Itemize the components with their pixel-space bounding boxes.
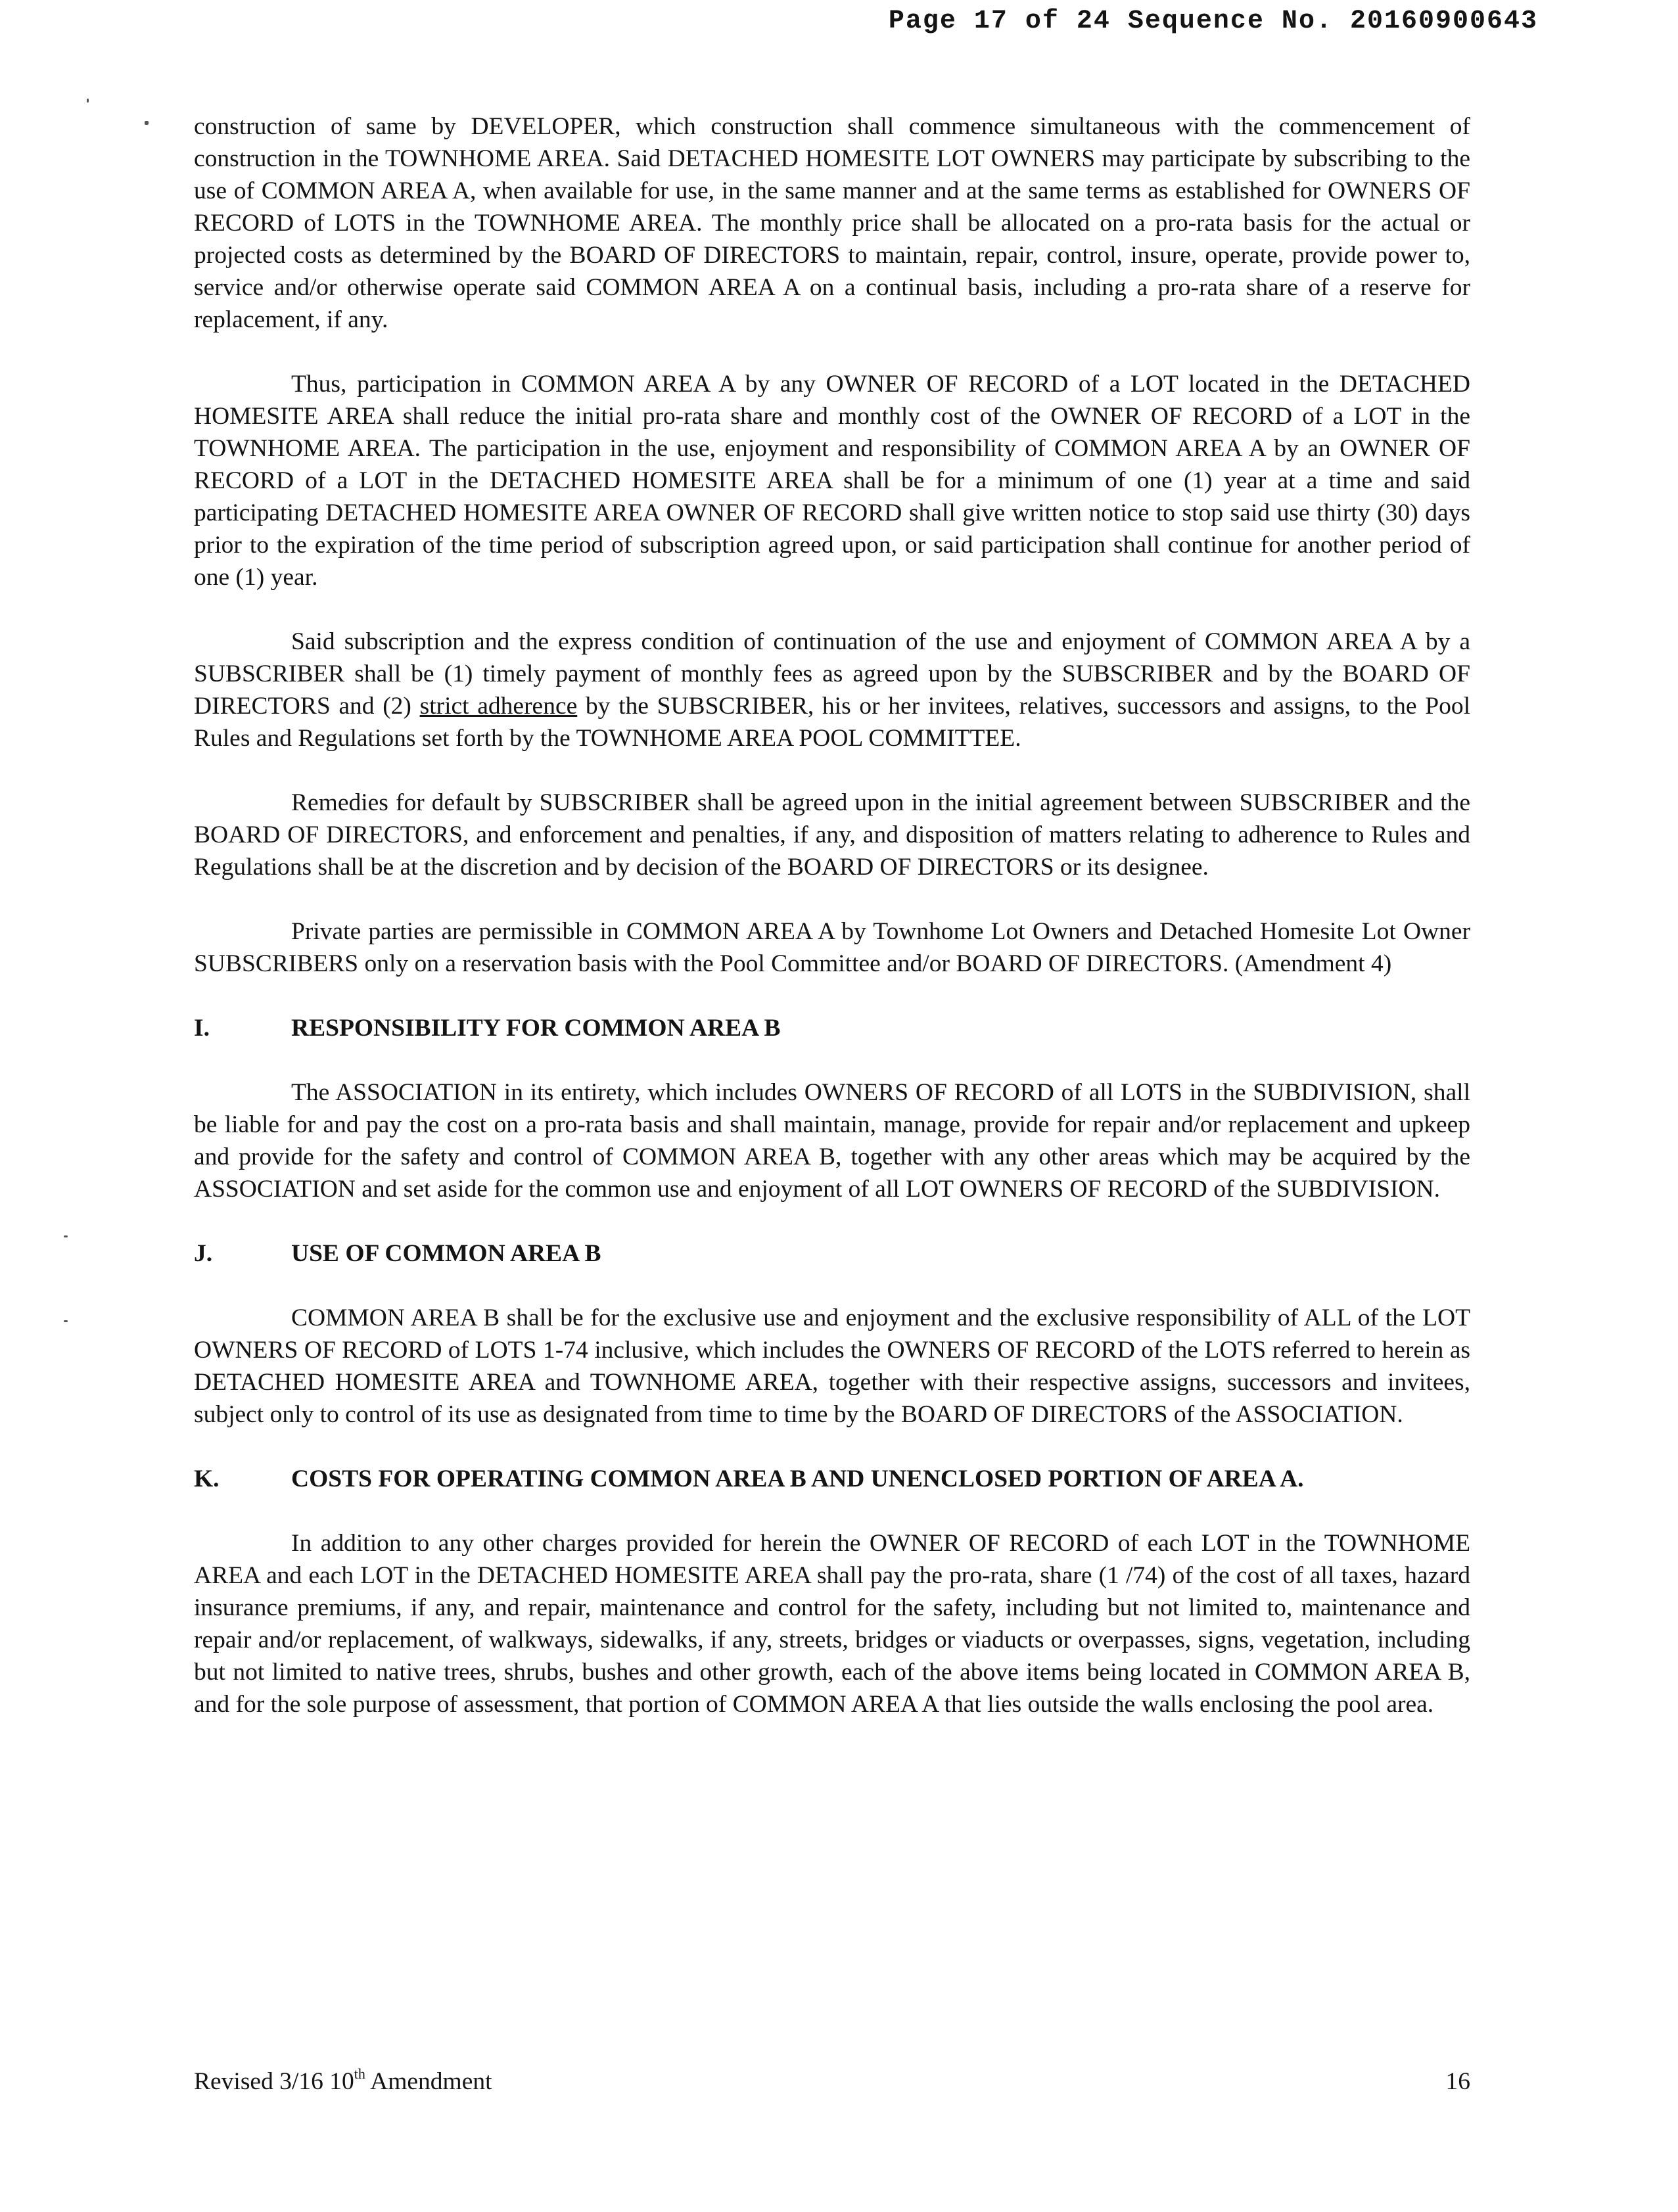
paragraph-participation: Thus, participation in COMMON AREA A by any OWNER OF RECORD of a LOT located in the DETACHED HOMESITE AREA shall reduce the initial pro-rata share and monthly cost of the OWNER OF RECORD of a LOT in the TOWNHOME AREA. The participation in the use, enjoyment and responsibility of COMMON AREA A by an OWNER OF RECORD of a LOT in the DETACHED HOMESITE AREA shall be for a minimum of one (1) year at a time and said participating DETACHED HOMESITE AREA OWNER OF RECORD shall give written notice to stop said use thirty (30) days prior to the expiration of the time period of subscription agreed upon, or said participation shall continue for another period of one (1) year. [194, 371, 1470, 591]
document-body [194, 110, 1470, 1753]
footer-amendment-text: Amendment [365, 2068, 492, 2095]
section-title: COSTS FOR OPERATING COMMON AREA B AND UNENCLOSED PORTION OF AREA A. [291, 1465, 1304, 1492]
footer-revision [194, 2067, 492, 2096]
scan-speck [145, 121, 149, 125]
scan-speck [64, 1320, 68, 1322]
paragraph-operating-costs: In addition to any other charges provided for herein the OWNER OF RECORD of each LOT in the TOWNHOME AREA and each LOT in the DETACHED HOMESITE AREA shall pay the pro-rata, share (1 /74) of the cost of all taxes, hazard insurance premiums, if any, and repair, maintenance and control for the safety, including but not limited to, maintenance and repair and/or replacement, of walkways, sidewalks, if any, streets, bridges or viaducts or overpasses, signs, vegetation, including but not limited to native trees, shrubs, bushes and other growth, each of the above items being located in COMMON AREA B, and for the sole purpose of assessment, that portion of COMMON AREA A that lies outside the walls enclosing the pool area. [194, 1530, 1470, 1718]
section-heading-j [194, 1237, 1470, 1270]
scan-speck [87, 99, 89, 103]
paragraph-association-responsibility: The ASSOCIATION in its entirety, which includes OWNERS OF RECORD of all LOTS in the SUBDIVISION, shall be liable for and pay the cost on a pro-rata basis and shall maintain, manage, provide for repair and/or replacement and upkeep and provide for the safety and control of COMMON AREA B, together with any other areas which may be acquired by the ASSOCIATION and set aside for the common use and enjoyment of all LOT OWNERS OF RECORD of the SUBDIVISION. [194, 1079, 1470, 1203]
section-title: USE OF COMMON AREA B [291, 1240, 601, 1267]
paragraph-subscription-conditions [194, 626, 1470, 754]
section-letter: I. [194, 1015, 210, 1042]
paragraph-text: Said subscription and the express condition of continuation of the use and enjoyment of COMMON AREA A by a SUBSCRIBER shall be (1) timely payment of monthly fees as agreed upon by the SUBSCRIBER and by the BOARD OF DIRECTORS and (2) [194, 628, 1470, 720]
paragraph-remedies: Remedies for default by SUBSCRIBER shall be agreed upon in the initial agreement between SUBSCRIBER and the BOARD OF DIRECTORS, and enforcement and penalties, if any, and disposition of matters relating to adherence to Rules and Regulations shall be at the discretion and by decision of the BOARD OF DIRECTORS or its designee. [194, 789, 1470, 881]
paragraph-use-of-common-area-b: COMMON AREA B shall be for the exclusive use and enjoyment and the exclusive responsibility of ALL of the LOT OWNERS OF RECORD of LOTS 1-74 inclusive, which includes the OWNERS OF RECORD of the LOTS referred to herein as DETACHED HOMESITE AREA and TOWNHOME AREA, together with their respective assigns, successors and invitees, subject only to control of its use as designated from time to time by the BOARD OF DIRECTORS of the ASSOCIATION. [194, 1304, 1470, 1428]
section-heading-k [194, 1463, 1470, 1495]
scan-speck [64, 1235, 68, 1237]
section-letter: K. [194, 1465, 220, 1492]
section-heading-i [194, 1012, 1470, 1044]
footer-superscript: th [354, 2065, 365, 2082]
page-number: 16 [1445, 2068, 1470, 2095]
paragraph-private-parties: Private parties are permissible in COMMON AREA A by Townhome Lot Owners and Detached Homesite Lot Owner SUBSCRIBERS only on a reservation basis with the Pool Committee and/or BOARD OF DIRECTORS. (Amendment 4) [194, 918, 1470, 977]
page-sequence-header: Page 17 of 24 Sequence No. 20160900643 [888, 7, 1538, 36]
paragraph-common-area-a-subscription: construction of same by DEVELOPER, which construction shall commence simultaneous with the commencement of construction in the TOWNHOME AREA. Said DETACHED HOMESITE LOT OWNERS may participate by subscribing to the use of COMMON AREA A, when available for use, in the same manner and at the same terms as established for OWNERS OF RECORD of LOTS in the TOWNHOME AREA. The monthly price shall be allocated on a pro-rata basis for the actual or projected costs as determined by the BOARD OF DIRECTORS to maintain, repair, control, insure, operate, provide power to, service and/or otherwise operate said COMMON AREA A on a continual basis, including a pro-rata share of a reserve for replacement, if any. [194, 113, 1470, 333]
footer-revised-text: Revised 3/16 10 [194, 2068, 354, 2095]
section-letter: J. [194, 1240, 213, 1267]
underlined-text: strict adherence [419, 693, 578, 720]
section-title: RESPONSIBILITY FOR COMMON AREA B [291, 1015, 781, 1042]
paragraph-text: by the SUBSCRIBER, his or her invitees, relatives, successors and assigns, to the Pool Rules and Regulations set forth by the TOWNHOME AREA POOL COMMITTEE. [194, 693, 1470, 752]
